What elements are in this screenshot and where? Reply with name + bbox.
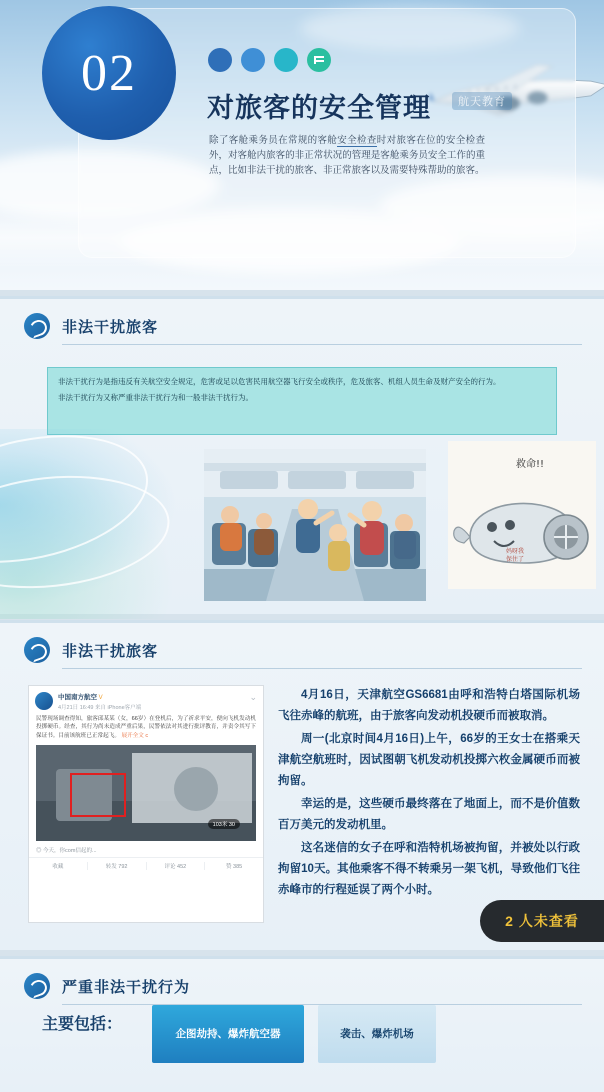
slide-unlawful-interference: [0, 296, 604, 614]
dot-blue-icon: [208, 48, 232, 72]
illustration-row: [0, 449, 604, 607]
weibo-text-body: 民警现场调查得知，旅客邱某某（女，66岁）在登机后，为了祈求平安，便向飞机发动机投掷硬币。经查，其行为尚未造成严重后果，民警依法对其进行批评教育，并责令其写下保证书。目前该航班已正常起飞。: [36, 716, 256, 739]
avatar: [35, 692, 53, 710]
section-title: 非法干扰旅客: [62, 642, 159, 660]
weibo-image[interactable]: [36, 745, 256, 841]
divider: [62, 344, 582, 345]
dot-check-icon: [307, 48, 331, 72]
svg-text:妈呀我: 妈呀我: [506, 548, 525, 555]
weibo-post-card[interactable]: [28, 685, 264, 923]
slide-serious-interference: [0, 956, 604, 1092]
weibo-account-name: 中国南方航空: [58, 694, 97, 701]
weibo-action-repost[interactable]: 转发 792: [88, 862, 147, 870]
article-paragraph: 幸运的是，这些硬币最终落在了地面上，而不是价值数百万美元的发动机里。: [278, 798, 580, 831]
slide-number-badge: 02: [42, 6, 176, 140]
dot-lightblue-icon: [241, 48, 265, 72]
article-paragraph: 这名迷信的女子在呼和浩特机场被拘留，并被处以行政拘留10天。其他乘客不得不转乘另一架飞机，导致他们飞往赤峰市的行程延误了两个小时。: [278, 842, 580, 896]
definition-line-1: 非法干扰行为是指违反有关航空安全规定，危害或足以危害民用航空器飞行安全或秩序，危及旅客、机组人员生命及财产安全的行为。: [58, 377, 501, 386]
whale-illustration-svg: [448, 441, 596, 589]
svg-text:救命!!: 救命!!: [516, 459, 545, 470]
weibo-location-text: 今天，你com信起的...: [43, 848, 97, 855]
highlight-box: [70, 773, 126, 817]
weibo-action-comment[interactable]: 评论 452: [147, 862, 206, 870]
leaf-icon: [24, 973, 50, 999]
weibo-action-like[interactable]: 赞 385: [226, 864, 243, 871]
section-title: 严重非法干扰行为: [62, 978, 191, 996]
includes-label: 主要包括：: [42, 1016, 123, 1033]
category-box-hijack: 企图劫持、爆炸航空器: [152, 1005, 304, 1063]
watermark-label: 航天教育: [452, 92, 512, 110]
cabin-illustration-svg: [204, 449, 426, 601]
weibo-location: [29, 841, 263, 857]
section-header: [0, 299, 604, 347]
page-title: 对旅客的安全管理: [207, 93, 431, 123]
location-pin-icon: ◎: [36, 848, 42, 855]
weibo-actions: [29, 857, 263, 874]
definition-line-2: 非法干扰行为又称严重非法干扰行为和一般非法干扰行为。: [58, 393, 253, 402]
section-header: [0, 623, 604, 671]
whale-illustration: [448, 441, 596, 589]
dot-teal-icon: [274, 48, 298, 72]
weibo-text: [29, 713, 263, 740]
weibo-action-collect[interactable]: 收藏: [29, 862, 88, 870]
hero-body-part1: 除了客舱乘务员在常规的客舱: [209, 135, 338, 146]
unread-badge[interactable]: 2 人未查看: [480, 900, 604, 942]
image-label: 103米 30: [208, 819, 240, 829]
article-paragraph: 4月16日，天津航空GS6681由呼和浩特白塔国际机场飞往赤峰的航班，由于旅客向发动机投硬币而被取消。: [278, 689, 580, 722]
chevron-down-icon[interactable]: ⌄: [249, 692, 257, 702]
dot-indicators: [208, 48, 331, 72]
hero-body-underlined: 安全检查: [337, 135, 377, 146]
section-header: [0, 959, 604, 1007]
cabin-illustration: [204, 449, 426, 601]
definition-box: [47, 367, 557, 435]
leaf-icon: [24, 637, 50, 663]
weibo-account-block: [58, 692, 249, 711]
article-text: [278, 685, 580, 903]
divider: [62, 668, 582, 669]
leaf-icon: [24, 313, 50, 339]
svg-text:保住了: 保住了: [506, 556, 525, 563]
weibo-meta: 4月21日 16:49 来自 iPhone客户端: [58, 705, 142, 711]
verified-badge-icon: V: [98, 695, 103, 701]
weibo-expand-link[interactable]: 展开全文 c: [121, 732, 149, 739]
slide-news-case: [0, 620, 604, 950]
article-paragraph: 周一(北京时间4月16日)上午，66岁的王女士在搭乘天津航空航班时，因试图朝飞机发动机投掷六枚金属硬币而被拘留。: [278, 733, 580, 787]
slide-hero: [0, 0, 604, 290]
weibo-header: [29, 686, 263, 713]
hero-body-text: [209, 133, 485, 178]
hero-body-part2: 时对旅客在位的安全检查外，对客舱内旅客的非正常状况的管理是客舱乘务员安全工作的重点，比如非法干扰的旅客、非正常旅客以及需要特殊帮助的旅客。: [209, 135, 485, 176]
category-box-airport-attack: 袭击、爆炸机场: [318, 1005, 436, 1063]
section-title: 非法干扰旅客: [62, 318, 159, 336]
